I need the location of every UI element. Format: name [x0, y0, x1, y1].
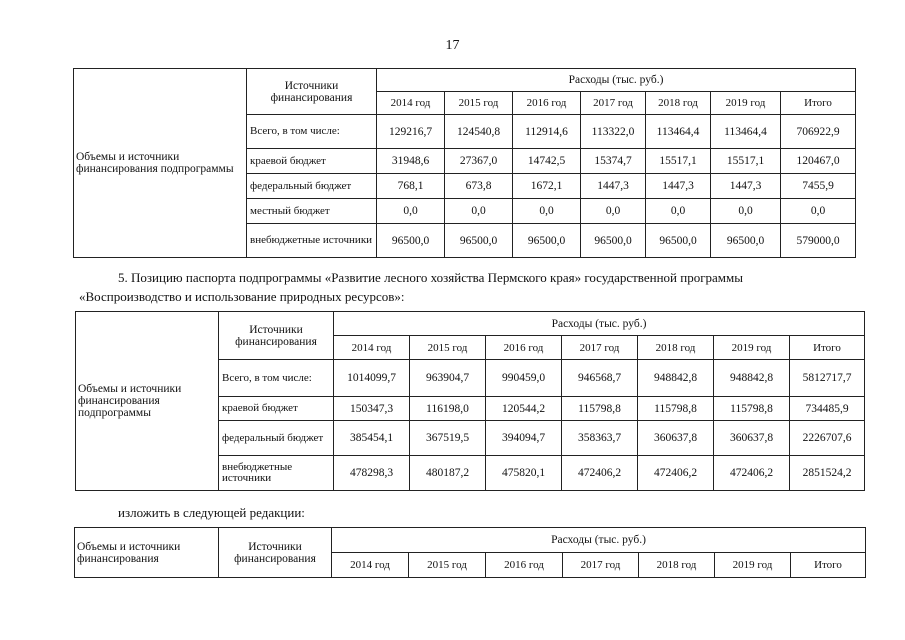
- value-cell: 478298,3: [334, 456, 410, 491]
- year-header: 2019 год: [715, 553, 791, 578]
- total-header: Итого: [790, 336, 865, 360]
- sources-header: Источники финансирования: [247, 69, 377, 115]
- subprogram-lead-cell: Объемы и источники финансирования: [75, 528, 219, 578]
- expenses-header: Расходы (тыс. руб.): [334, 312, 865, 336]
- value-cell: 1447,3: [711, 174, 781, 199]
- value-cell: 112914,6: [513, 115, 581, 149]
- sources-header: Источники финансирования: [219, 312, 334, 360]
- value-cell: 113464,4: [711, 115, 781, 149]
- year-header: 2017 год: [562, 336, 638, 360]
- total-cell: 7455,9: [781, 174, 856, 199]
- expenses-header: Расходы (тыс. руб.): [377, 69, 856, 92]
- value-cell: 480187,2: [410, 456, 486, 491]
- year-header: 2014 год: [332, 553, 409, 578]
- value-cell: 31948,6: [377, 149, 445, 174]
- value-cell: 475820,1: [486, 456, 562, 491]
- total-cell: 5812717,7: [790, 360, 865, 397]
- year-header: 2016 год: [486, 336, 562, 360]
- source-label: местный бюджет: [247, 199, 377, 224]
- value-cell: 0,0: [445, 199, 513, 224]
- value-cell: 96500,0: [377, 224, 445, 258]
- value-cell: 96500,0: [445, 224, 513, 258]
- value-cell: 768,1: [377, 174, 445, 199]
- value-cell: 115798,8: [714, 397, 790, 421]
- year-header: 2018 год: [646, 92, 711, 115]
- value-cell: 0,0: [711, 199, 781, 224]
- year-header: 2016 год: [513, 92, 581, 115]
- value-cell: 96500,0: [581, 224, 646, 258]
- subprogram-lead-cell: Объемы и источники финансирования подпрограммы: [74, 69, 247, 258]
- value-cell: 367519,5: [410, 421, 486, 456]
- value-cell: 120544,2: [486, 397, 562, 421]
- value-cell: 116198,0: [410, 397, 486, 421]
- value-cell: 15374,7: [581, 149, 646, 174]
- source-label: Всего, в том числе:: [219, 360, 334, 397]
- total-cell: 0,0: [781, 199, 856, 224]
- page-number: 17: [445, 38, 460, 53]
- year-header: 2016 год: [486, 553, 563, 578]
- value-cell: 129216,7: [377, 115, 445, 149]
- source-label: Всего, в том числе:: [247, 115, 377, 149]
- value-cell: 0,0: [646, 199, 711, 224]
- value-cell: 96500,0: [711, 224, 781, 258]
- value-cell: 1672,1: [513, 174, 581, 199]
- year-header: 2017 год: [581, 92, 646, 115]
- source-label: краевой бюджет: [219, 397, 334, 421]
- value-cell: 1447,3: [581, 174, 646, 199]
- value-cell: 115798,8: [638, 397, 714, 421]
- year-header: 2019 год: [711, 92, 781, 115]
- source-label: внебюджетные источники: [247, 224, 377, 258]
- value-cell: 946568,7: [562, 360, 638, 397]
- value-cell: 15517,1: [646, 149, 711, 174]
- value-cell: 394094,7: [486, 421, 562, 456]
- total-header: Итого: [781, 92, 856, 115]
- value-cell: 1014099,7: [334, 360, 410, 397]
- value-cell: 0,0: [513, 199, 581, 224]
- year-header: 2018 год: [639, 553, 715, 578]
- value-cell: 360637,8: [714, 421, 790, 456]
- subprogram-lead-cell: Объемы и источники финансирования подпрограммы: [76, 312, 219, 491]
- source-label: федеральный бюджет: [219, 421, 334, 456]
- value-cell: 990459,0: [486, 360, 562, 397]
- source-label: федеральный бюджет: [247, 174, 377, 199]
- value-cell: 150347,3: [334, 397, 410, 421]
- value-cell: 358363,7: [562, 421, 638, 456]
- value-cell: 0,0: [377, 199, 445, 224]
- value-cell: 1447,3: [646, 174, 711, 199]
- total-header: Итого: [791, 553, 866, 578]
- value-cell: 96500,0: [513, 224, 581, 258]
- value-cell: 472406,2: [714, 456, 790, 491]
- total-cell: 2226707,6: [790, 421, 865, 456]
- sources-header: Источники финансирования: [219, 528, 332, 578]
- total-cell: 2851524,2: [790, 456, 865, 491]
- year-header: 2014 год: [334, 336, 410, 360]
- funding-table-old: [75, 311, 865, 491]
- value-cell: 385454,1: [334, 421, 410, 456]
- funding-table-new: [74, 527, 866, 578]
- total-cell: 120467,0: [781, 149, 856, 174]
- year-header: 2017 год: [563, 553, 639, 578]
- year-header: 2019 год: [714, 336, 790, 360]
- value-cell: 948842,8: [714, 360, 790, 397]
- year-header: 2014 год: [377, 92, 445, 115]
- value-cell: 360637,8: [638, 421, 714, 456]
- total-cell: 706922,9: [781, 115, 856, 149]
- total-cell: 579000,0: [781, 224, 856, 258]
- source-label: внебюджетные источники: [219, 456, 334, 491]
- year-header: 2018 год: [638, 336, 714, 360]
- value-cell: 96500,0: [646, 224, 711, 258]
- year-header: 2015 год: [409, 553, 486, 578]
- value-cell: 0,0: [581, 199, 646, 224]
- source-label: краевой бюджет: [247, 149, 377, 174]
- paragraph-5-line1: 5. Позицию паспорта подпрограммы «Развитие лесного хозяйства Пермского края» государственной программы: [118, 270, 743, 285]
- expenses-header: Расходы (тыс. руб.): [332, 528, 866, 553]
- paragraph-5-line2: «Воспроизводство и использование природных ресурсов»:: [79, 289, 405, 304]
- value-cell: 115798,8: [562, 397, 638, 421]
- value-cell: 15517,1: [711, 149, 781, 174]
- value-cell: 27367,0: [445, 149, 513, 174]
- total-cell: 734485,9: [790, 397, 865, 421]
- year-header: 2015 год: [410, 336, 486, 360]
- value-cell: 948842,8: [638, 360, 714, 397]
- value-cell: 963904,7: [410, 360, 486, 397]
- amendment-phrase: изложить в следующей редакции:: [118, 505, 305, 520]
- value-cell: 124540,8: [445, 115, 513, 149]
- year-header: 2015 год: [445, 92, 513, 115]
- value-cell: 472406,2: [638, 456, 714, 491]
- funding-table-current: [73, 68, 856, 258]
- value-cell: 673,8: [445, 174, 513, 199]
- value-cell: 14742,5: [513, 149, 581, 174]
- value-cell: 113464,4: [646, 115, 711, 149]
- value-cell: 113322,0: [581, 115, 646, 149]
- value-cell: 472406,2: [562, 456, 638, 491]
